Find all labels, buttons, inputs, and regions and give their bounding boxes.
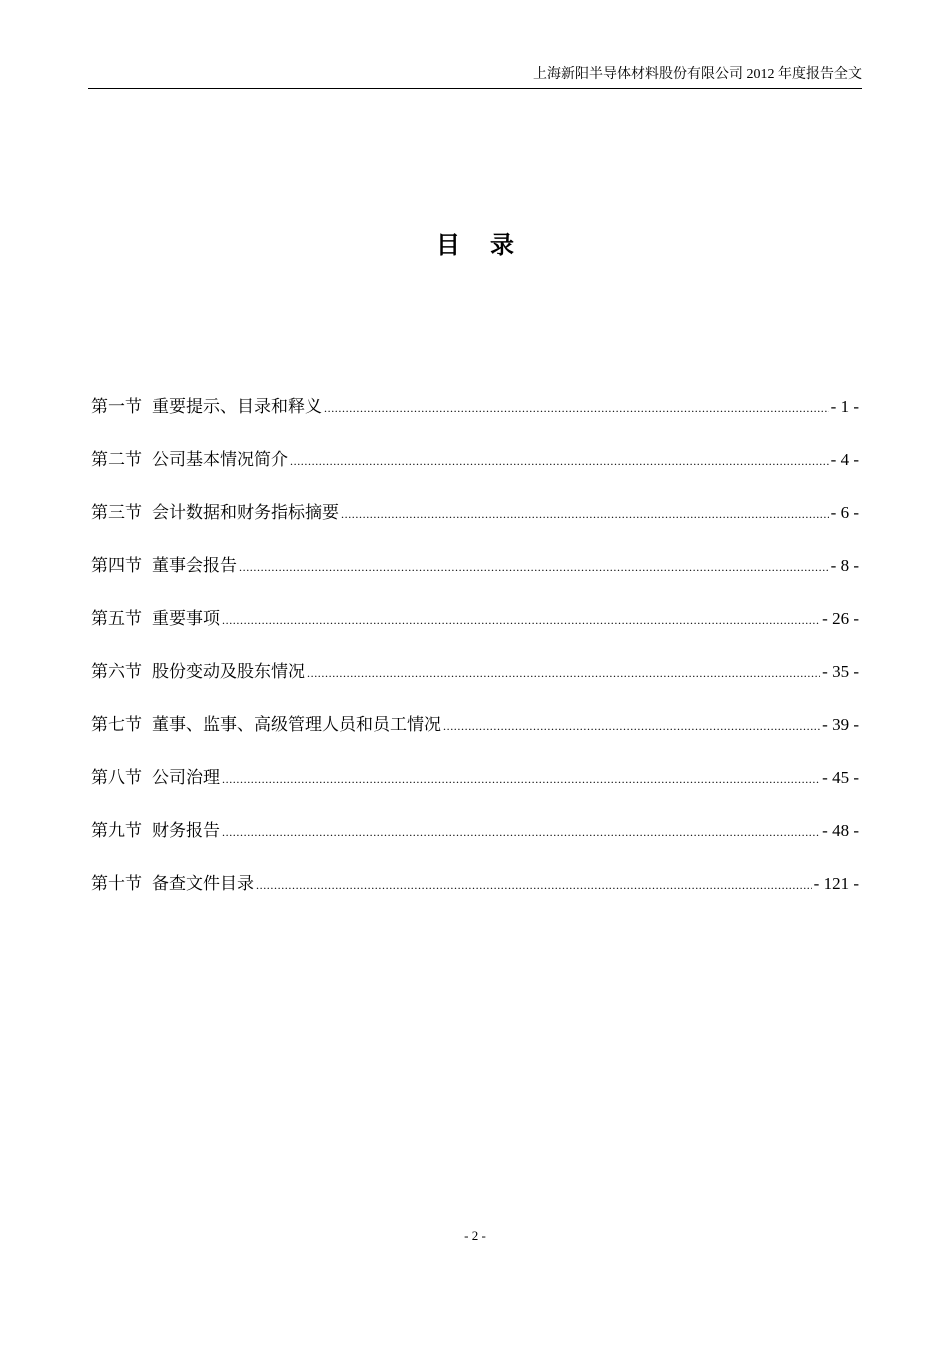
dot-leader	[222, 821, 820, 843]
toc-section-title: 股份变动及股东情况	[152, 662, 305, 681]
toc-page-number: - 8 -	[830, 556, 859, 575]
toc-entry[interactable]	[91, 767, 859, 820]
toc-section-title: 公司基本情况简介	[152, 450, 288, 469]
toc-entry[interactable]	[91, 873, 859, 926]
dot-leader	[290, 450, 829, 472]
toc-page-number: - 26 -	[822, 609, 859, 628]
dot-leader	[256, 874, 812, 896]
toc-section-title: 董事、监事、高级管理人员和员工情况	[152, 715, 441, 734]
table-of-contents	[91, 396, 859, 926]
toc-section-title: 重要事项	[152, 609, 220, 628]
toc-section-number: 第八节	[91, 768, 142, 787]
toc-section-title: 备查文件目录	[152, 874, 254, 893]
toc-entry[interactable]	[91, 502, 859, 555]
dot-leader	[307, 662, 820, 684]
toc-section-title: 公司治理	[152, 768, 220, 787]
toc-section-number: 第四节	[91, 556, 142, 575]
dot-leader	[341, 503, 829, 525]
toc-section-title: 财务报告	[152, 821, 220, 840]
running-header: 上海新阳半导体材料股份有限公司 2012 年度报告全文	[88, 66, 862, 89]
toc-title: 目录	[436, 231, 544, 259]
toc-section-number: 第六节	[91, 662, 142, 681]
toc-section-number: 第十节	[91, 874, 142, 893]
toc-section-title: 会计数据和财务指标摘要	[152, 503, 339, 522]
dot-leader	[239, 556, 829, 578]
toc-entry[interactable]	[91, 820, 859, 873]
toc-section-number: 第五节	[91, 609, 142, 628]
toc-section-title: 重要提示、目录和释义	[152, 397, 322, 416]
dot-leader	[324, 397, 829, 419]
toc-page-number: - 121 -	[813, 874, 859, 893]
toc-entry[interactable]	[91, 661, 859, 714]
toc-section-number: 第一节	[91, 397, 142, 416]
toc-page-number: - 35 -	[822, 662, 859, 681]
toc-page-number: - 45 -	[822, 768, 859, 787]
toc-page-number: - 1 -	[830, 397, 859, 416]
toc-section-title: 董事会报告	[152, 556, 237, 575]
toc-section-number: 第九节	[91, 821, 142, 840]
toc-page-number: - 6 -	[830, 503, 859, 522]
toc-section-number: 第七节	[91, 715, 142, 734]
toc-page-number: - 48 -	[822, 821, 859, 840]
toc-section-number: 第二节	[91, 450, 142, 469]
page-footer-number: - 2 -	[464, 1228, 486, 1243]
toc-section-number: 第三节	[91, 503, 142, 522]
toc-page-number: - 39 -	[822, 715, 859, 734]
dot-leader	[443, 715, 820, 737]
dot-leader	[222, 609, 820, 631]
toc-page-number: - 4 -	[830, 450, 859, 469]
toc-entry[interactable]	[91, 396, 859, 449]
toc-entry[interactable]	[91, 555, 859, 608]
toc-entry[interactable]	[91, 449, 859, 502]
toc-entry[interactable]	[91, 714, 859, 767]
toc-entry[interactable]	[91, 608, 859, 661]
dot-leader	[222, 768, 820, 790]
